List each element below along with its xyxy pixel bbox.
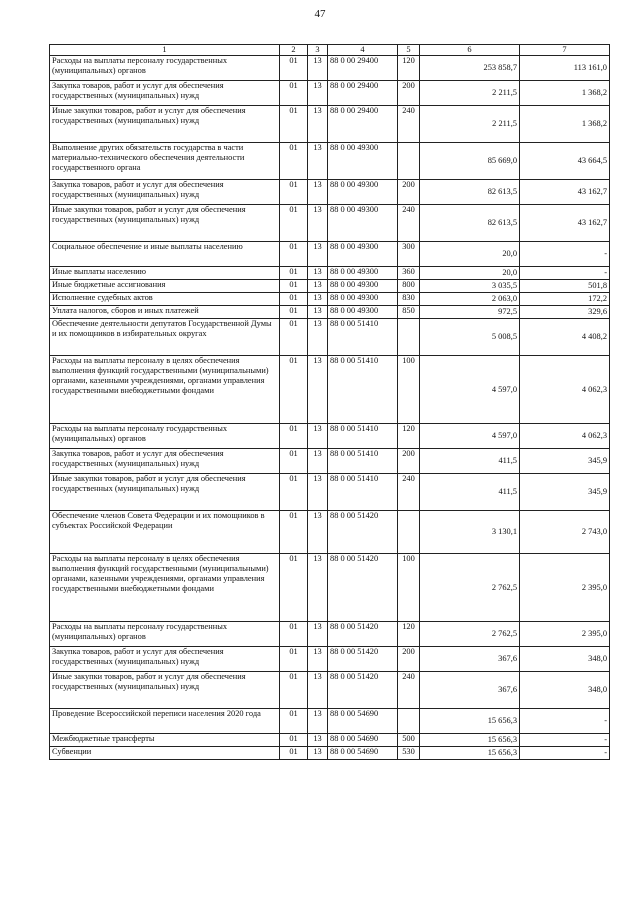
amount-cell-6: 20,0 — [420, 267, 520, 280]
amount-cell-7: - — [520, 267, 610, 280]
table-row — [50, 81, 610, 106]
subsection-code-cell: 13 — [308, 449, 328, 474]
table-row — [50, 180, 610, 205]
expense-type-cell: 200 — [398, 449, 420, 474]
table-row — [50, 319, 610, 356]
target-article-cell: 88 0 00 51420 — [328, 554, 398, 622]
amount-cell-7: 1 368,2 — [520, 81, 610, 106]
row-name-cell: Иные выплаты населению — [50, 267, 280, 280]
target-article-cell: 88 0 00 29400 — [328, 81, 398, 106]
target-article-cell: 88 0 00 49300 — [328, 267, 398, 280]
row-name-cell: Проведение Всероссийской переписи населения 2020 года — [50, 709, 280, 734]
row-name-cell: Закупка товаров, работ и услуг для обеспечения государственных (муниципальных) нужд — [50, 180, 280, 205]
subsection-code-cell: 13 — [308, 474, 328, 511]
amount-cell-7: 4 408,2 — [520, 319, 610, 356]
subsection-code-cell: 13 — [308, 424, 328, 449]
section-code-cell: 01 — [280, 511, 308, 554]
table-row — [50, 734, 610, 747]
header-cell: 2 — [280, 45, 308, 56]
row-name-cell: Иные закупки товаров, работ и услуг для обеспечения государственных (муниципальных) нужд — [50, 474, 280, 511]
amount-cell-6: 2 211,5 — [420, 106, 520, 143]
section-code-cell: 01 — [280, 647, 308, 672]
header-cell: 7 — [520, 45, 610, 56]
row-name-cell: Иные закупки товаров, работ и услуг для обеспечения государственных (муниципальных) нужд — [50, 205, 280, 242]
section-code-cell: 01 — [280, 143, 308, 180]
target-article-cell: 88 0 00 49300 — [328, 293, 398, 306]
subsection-code-cell: 13 — [308, 622, 328, 647]
row-name-cell: Иные бюджетные ассигнования — [50, 280, 280, 293]
subsection-code-cell: 13 — [308, 143, 328, 180]
amount-cell-7: 4 062,3 — [520, 424, 610, 449]
table-row — [50, 647, 610, 672]
header-cell: 5 — [398, 45, 420, 56]
table-row — [50, 242, 610, 267]
expense-type-cell: 240 — [398, 205, 420, 242]
amount-cell-6: 253 858,7 — [420, 56, 520, 81]
row-name-cell: Обеспечение членов Совета Федерации и их помощников в субъектах Российской Федерации — [50, 511, 280, 554]
row-name-cell: Расходы на выплаты персоналу государственных (муниципальных) органов — [50, 424, 280, 449]
amount-cell-6: 3 035,5 — [420, 280, 520, 293]
table-row — [50, 306, 610, 319]
amount-cell-7: 329,6 — [520, 306, 610, 319]
section-code-cell: 01 — [280, 734, 308, 747]
amount-cell-7: 501,8 — [520, 280, 610, 293]
target-article-cell: 88 0 00 51410 — [328, 424, 398, 449]
header-cell: 6 — [420, 45, 520, 56]
target-article-cell: 88 0 00 49300 — [328, 280, 398, 293]
budget-table — [49, 44, 610, 760]
amount-cell-7: 43 664,5 — [520, 143, 610, 180]
amount-cell-6: 82 613,5 — [420, 205, 520, 242]
amount-cell-7: 348,0 — [520, 672, 610, 709]
table-row — [50, 709, 610, 734]
row-name-cell: Расходы на выплаты персоналу государственных (муниципальных) органов — [50, 56, 280, 81]
section-code-cell: 01 — [280, 622, 308, 647]
expense-type-cell: 200 — [398, 647, 420, 672]
subsection-code-cell: 13 — [308, 356, 328, 424]
expense-type-cell: 300 — [398, 242, 420, 267]
subsection-code-cell: 13 — [308, 647, 328, 672]
amount-cell-7: 4 062,3 — [520, 356, 610, 424]
amount-cell-6: 20,0 — [420, 242, 520, 267]
table-row — [50, 449, 610, 474]
expense-type-cell: 100 — [398, 554, 420, 622]
section-code-cell: 01 — [280, 180, 308, 205]
table-row — [50, 293, 610, 306]
row-name-cell: Выполнение других обязательств государства в части материально-технического обеспечения деятельности государственного органа — [50, 143, 280, 180]
page-number: 47 — [314, 8, 326, 20]
amount-cell-7: 345,9 — [520, 474, 610, 511]
section-code-cell: 01 — [280, 319, 308, 356]
amount-cell-7: - — [520, 709, 610, 734]
table-row — [50, 205, 610, 242]
target-article-cell: 88 0 00 51410 — [328, 319, 398, 356]
amount-cell-6: 411,5 — [420, 449, 520, 474]
amount-cell-6: 15 656,3 — [420, 747, 520, 760]
subsection-code-cell: 13 — [308, 747, 328, 760]
amount-cell-6: 82 613,5 — [420, 180, 520, 205]
section-code-cell: 01 — [280, 747, 308, 760]
row-name-cell: Закупка товаров, работ и услуг для обеспечения государственных (муниципальных) нужд — [50, 449, 280, 474]
row-name-cell: Расходы на выплаты персоналу в целях обеспечения выполнения функций государственными (муниципальными) органами, казенными учреждениями, органами управления государственными внебюджетными фондами — [50, 356, 280, 424]
amount-cell-6: 2 211,5 — [420, 81, 520, 106]
row-name-cell: Обеспечение деятельности депутатов Государственной Думы и их помощников в избирательных округах — [50, 319, 280, 356]
amount-cell-6: 367,6 — [420, 672, 520, 709]
expense-type-cell: 850 — [398, 306, 420, 319]
table-row — [50, 474, 610, 511]
table-row — [50, 672, 610, 709]
row-name-cell: Социальное обеспечение и иные выплаты населению — [50, 242, 280, 267]
expense-type-cell: 200 — [398, 81, 420, 106]
target-article-cell: 88 0 00 51410 — [328, 356, 398, 424]
expense-type-cell — [398, 143, 420, 180]
target-article-cell: 88 0 00 49300 — [328, 306, 398, 319]
target-article-cell: 88 0 00 54690 — [328, 747, 398, 760]
amount-cell-7: 113 161,0 — [520, 56, 610, 81]
subsection-code-cell: 13 — [308, 306, 328, 319]
section-code-cell: 01 — [280, 356, 308, 424]
subsection-code-cell: 13 — [308, 267, 328, 280]
target-article-cell: 88 0 00 49300 — [328, 143, 398, 180]
subsection-code-cell: 13 — [308, 554, 328, 622]
subsection-code-cell: 13 — [308, 180, 328, 205]
subsection-code-cell: 13 — [308, 205, 328, 242]
section-code-cell: 01 — [280, 293, 308, 306]
subsection-code-cell: 13 — [308, 319, 328, 356]
target-article-cell: 88 0 00 51420 — [328, 622, 398, 647]
section-code-cell: 01 — [280, 242, 308, 267]
row-name-cell: Расходы на выплаты персоналу в целях обеспечения выполнения функций государственными (муниципальными) органами, казенными учреждениями, органами управления государственными внебюджетными фондами — [50, 554, 280, 622]
row-name-cell: Уплата налогов, сборов и иных платежей — [50, 306, 280, 319]
row-name-cell: Субвенции — [50, 747, 280, 760]
header-cell: 4 — [328, 45, 398, 56]
subsection-code-cell: 13 — [308, 672, 328, 709]
target-article-cell: 88 0 00 54690 — [328, 709, 398, 734]
row-name-cell: Закупка товаров, работ и услуг для обеспечения государственных (муниципальных) нужд — [50, 81, 280, 106]
expense-type-cell: 120 — [398, 424, 420, 449]
amount-cell-6: 3 130,1 — [420, 511, 520, 554]
subsection-code-cell: 13 — [308, 293, 328, 306]
expense-type-cell — [398, 511, 420, 554]
section-code-cell: 01 — [280, 672, 308, 709]
subsection-code-cell: 13 — [308, 56, 328, 81]
amount-cell-7: - — [520, 747, 610, 760]
table-row — [50, 622, 610, 647]
amount-cell-7: 43 162,7 — [520, 180, 610, 205]
row-name-cell: Закупка товаров, работ и услуг для обеспечения государственных (муниципальных) нужд — [50, 647, 280, 672]
target-article-cell: 88 0 00 51410 — [328, 449, 398, 474]
target-article-cell: 88 0 00 51420 — [328, 647, 398, 672]
expense-type-cell: 100 — [398, 356, 420, 424]
section-code-cell: 01 — [280, 81, 308, 106]
target-article-cell: 88 0 00 49300 — [328, 180, 398, 205]
section-code-cell: 01 — [280, 424, 308, 449]
target-article-cell: 88 0 00 51420 — [328, 511, 398, 554]
expense-type-cell: 830 — [398, 293, 420, 306]
expense-type-cell: 200 — [398, 180, 420, 205]
table-row — [50, 424, 610, 449]
target-article-cell: 88 0 00 49300 — [328, 205, 398, 242]
row-name-cell: Расходы на выплаты персоналу государственных (муниципальных) органов — [50, 622, 280, 647]
expense-type-cell: 500 — [398, 734, 420, 747]
subsection-code-cell: 13 — [308, 734, 328, 747]
table-row — [50, 106, 610, 143]
amount-cell-6: 972,5 — [420, 306, 520, 319]
amount-cell-6: 367,6 — [420, 647, 520, 672]
row-name-cell: Исполнение судебных актов — [50, 293, 280, 306]
header-cell: 3 — [308, 45, 328, 56]
amount-cell-7: - — [520, 734, 610, 747]
expense-type-cell — [398, 319, 420, 356]
target-article-cell: 88 0 00 49300 — [328, 242, 398, 267]
amount-cell-7: 2 395,0 — [520, 554, 610, 622]
row-name-cell: Иные закупки товаров, работ и услуг для обеспечения государственных (муниципальных) нужд — [50, 672, 280, 709]
section-code-cell: 01 — [280, 106, 308, 143]
amount-cell-7: 348,0 — [520, 647, 610, 672]
section-code-cell: 01 — [280, 474, 308, 511]
header-cell: 1 — [50, 45, 280, 56]
subsection-code-cell: 13 — [308, 242, 328, 267]
subsection-code-cell: 13 — [308, 81, 328, 106]
table-row — [50, 554, 610, 622]
subsection-code-cell: 13 — [308, 280, 328, 293]
amount-cell-6: 4 597,0 — [420, 424, 520, 449]
amount-cell-6: 5 008,5 — [420, 319, 520, 356]
expense-type-cell: 800 — [398, 280, 420, 293]
subsection-code-cell: 13 — [308, 511, 328, 554]
target-article-cell: 88 0 00 51420 — [328, 672, 398, 709]
table-row — [50, 56, 610, 81]
section-code-cell: 01 — [280, 449, 308, 474]
amount-cell-7: 1 368,2 — [520, 106, 610, 143]
amount-cell-7: 2 743,0 — [520, 511, 610, 554]
amount-cell-7: 345,9 — [520, 449, 610, 474]
row-name-cell: Иные закупки товаров, работ и услуг для обеспечения государственных (муниципальных) нужд — [50, 106, 280, 143]
amount-cell-7: 2 395,0 — [520, 622, 610, 647]
table-row — [50, 143, 610, 180]
amount-cell-6: 2 762,5 — [420, 554, 520, 622]
expense-type-cell: 240 — [398, 474, 420, 511]
amount-cell-7: 43 162,7 — [520, 205, 610, 242]
amount-cell-6: 15 656,3 — [420, 734, 520, 747]
amount-cell-6: 85 669,0 — [420, 143, 520, 180]
section-code-cell: 01 — [280, 205, 308, 242]
target-article-cell: 88 0 00 51410 — [328, 474, 398, 511]
section-code-cell: 01 — [280, 267, 308, 280]
expense-type-cell: 240 — [398, 672, 420, 709]
amount-cell-6: 4 597,0 — [420, 356, 520, 424]
row-name-cell: Межбюджетные трансферты — [50, 734, 280, 747]
header-row — [50, 45, 610, 56]
target-article-cell: 88 0 00 29400 — [328, 106, 398, 143]
table-row — [50, 267, 610, 280]
amount-cell-7: 172,2 — [520, 293, 610, 306]
amount-cell-6: 2 063,0 — [420, 293, 520, 306]
subsection-code-cell: 13 — [308, 709, 328, 734]
section-code-cell: 01 — [280, 56, 308, 81]
target-article-cell: 88 0 00 54690 — [328, 734, 398, 747]
section-code-cell: 01 — [280, 306, 308, 319]
subsection-code-cell: 13 — [308, 106, 328, 143]
table-row — [50, 747, 610, 760]
amount-cell-6: 2 762,5 — [420, 622, 520, 647]
expense-type-cell: 120 — [398, 622, 420, 647]
expense-type-cell — [398, 709, 420, 734]
target-article-cell: 88 0 00 29400 — [328, 56, 398, 81]
expense-type-cell: 360 — [398, 267, 420, 280]
section-code-cell: 01 — [280, 709, 308, 734]
expense-type-cell: 530 — [398, 747, 420, 760]
table-row — [50, 280, 610, 293]
table-body — [50, 56, 610, 760]
expense-type-cell: 120 — [398, 56, 420, 81]
expense-type-cell: 240 — [398, 106, 420, 143]
section-code-cell: 01 — [280, 554, 308, 622]
table-row — [50, 356, 610, 424]
amount-cell-6: 15 656,3 — [420, 709, 520, 734]
amount-cell-7: - — [520, 242, 610, 267]
amount-cell-6: 411,5 — [420, 474, 520, 511]
section-code-cell: 01 — [280, 280, 308, 293]
table-row — [50, 511, 610, 554]
